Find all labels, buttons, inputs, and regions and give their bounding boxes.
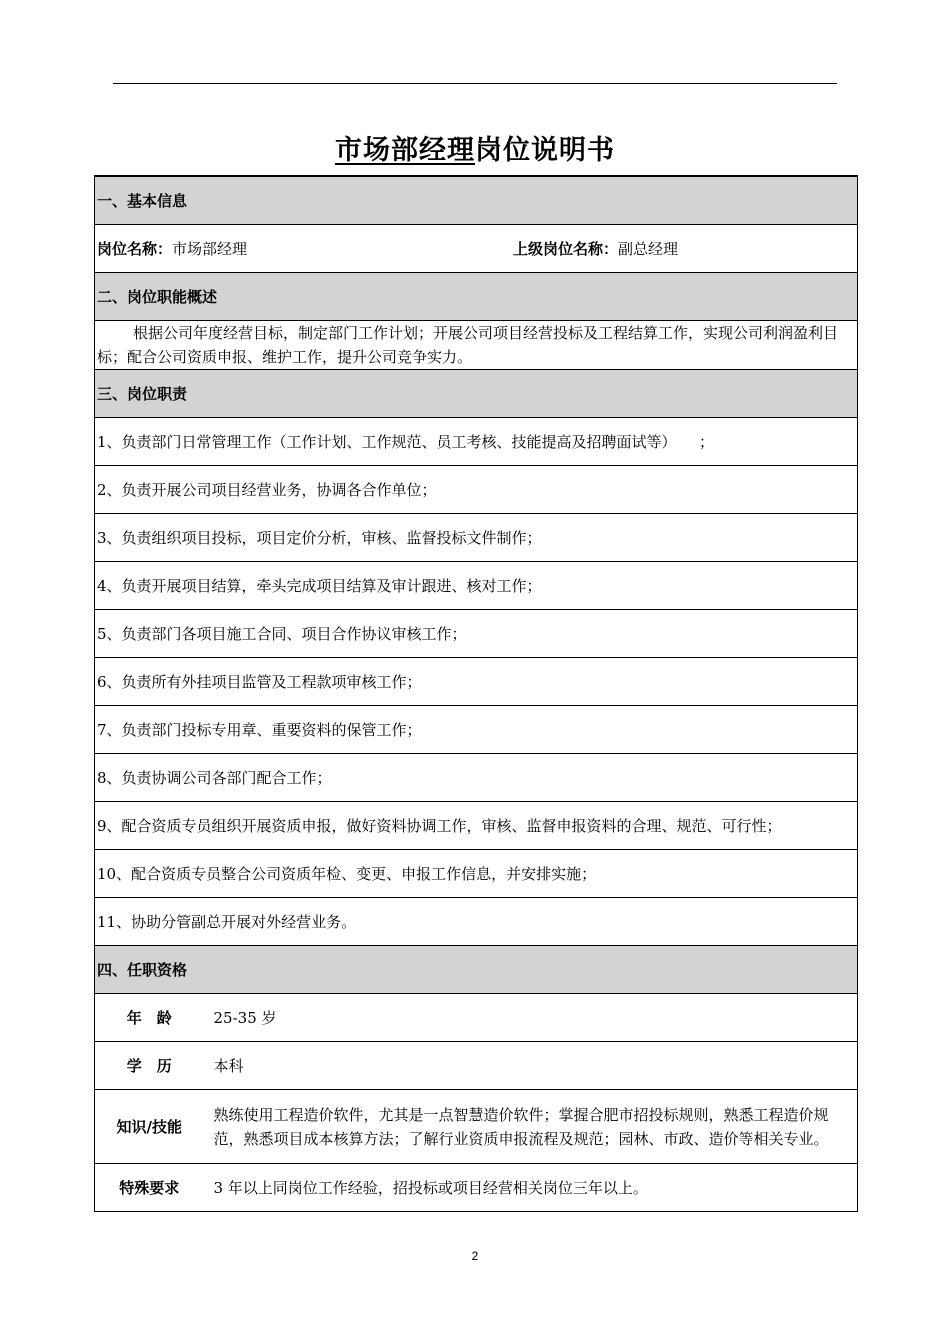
duty-item: 6、负责所有外挂项目监管及工程款项审核工作； — [95, 658, 858, 706]
superior-position-label: 上级岗位名称： — [513, 240, 619, 258]
special-requirements-value: 3 年以上同岗位工作经验，招投标或项目经营相关岗位三年以上。 — [204, 1164, 858, 1212]
section-heading: 四、任职资格 — [95, 946, 858, 994]
education-value: 本科 — [204, 1042, 858, 1090]
summary-row — [95, 321, 858, 370]
section-basic-info-header — [95, 176, 858, 225]
duty-item: 9、配合资质专员组织开展资质申报，做好资料协调工作，审核、监督申报资料的合理、规范、可行性； — [95, 802, 858, 850]
duty-row — [95, 514, 858, 562]
page-number: 2 — [471, 1249, 479, 1263]
duty-row — [95, 466, 858, 514]
section-heading: 三、岗位职责 — [95, 370, 858, 418]
duty-item: 11、协助分管副总开展对外经营业务。 — [95, 898, 858, 946]
job-description-table — [94, 175, 858, 1212]
duty-item: 7、负责部门投标专用章、重要资料的保管工作； — [95, 706, 858, 754]
duty-row — [95, 418, 858, 466]
age-label: 年 龄 — [95, 994, 204, 1042]
duty-item: 2、负责开展公司项目经营业务，协调各合作单位； — [95, 466, 858, 514]
position-name-field — [97, 238, 513, 259]
special-requirements-label: 特殊要求 — [95, 1164, 204, 1212]
duty-row — [95, 658, 858, 706]
duty-row — [95, 562, 858, 610]
position-name-value: 市场部经理 — [172, 240, 248, 258]
title-rest-part: 岗位说明书 — [475, 135, 615, 166]
qualification-row-special — [95, 1164, 858, 1212]
duty-item: 4、负责开展项目结算，牵头完成项目结算及审计跟进、核对工作； — [95, 562, 858, 610]
duty-row — [95, 706, 858, 754]
skills-value: 熟练使用工程造价软件，尤其是一点智慧造价软件；掌握合肥市招投标规则，熟悉工程造价规范，熟悉项目成本核算方法；了解行业资质申报流程及规范；园林、市政、造价等相关专业。 — [204, 1090, 858, 1164]
duty-row — [95, 898, 858, 946]
age-value: 25-35 岁 — [204, 994, 858, 1042]
skills-label: 知识/技能 — [95, 1090, 204, 1164]
qualification-row-age — [95, 994, 858, 1042]
duty-item: 5、负责部门各项目施工合同、项目合作协议审核工作； — [95, 610, 858, 658]
duty-item: 10、配合资质专员整合公司资质年检、变更、申报工作信息，并安排实施； — [95, 850, 858, 898]
superior-position-value: 副总经理 — [618, 240, 679, 258]
duty-row — [95, 850, 858, 898]
summary-text: 根据公司年度经营目标，制定部门工作计划；开展公司项目经营投标及工程结算工作，实现公司利润盈利目标；配合公司资质申报、维护工作，提升公司竞争实力。 — [97, 324, 839, 366]
duty-row — [95, 610, 858, 658]
superior-position-field — [513, 240, 678, 258]
title-underlined-part: 市场部经理 — [335, 135, 475, 166]
qualification-row-education — [95, 1042, 858, 1090]
section-qualifications-header — [95, 946, 858, 994]
duty-row — [95, 802, 858, 850]
duty-row — [95, 754, 858, 802]
section-heading: 二、岗位职能概述 — [95, 273, 858, 321]
section-heading: 一、基本信息 — [95, 176, 858, 225]
position-name-label: 岗位名称： — [97, 240, 173, 258]
duty-item: 3、负责组织项目投标，项目定价分析，审核、监督投标文件制作； — [95, 514, 858, 562]
section-duties-header — [95, 370, 858, 418]
header-rule — [113, 83, 837, 84]
basic-info-row — [95, 225, 858, 273]
duty-item: 1、负责部门日常管理工作（工作计划、工作规范、员工考核、技能提高及招聘面试等） ； — [95, 418, 858, 466]
education-label: 学 历 — [95, 1042, 204, 1090]
duty-item: 8、负责协调公司各部门配合工作； — [95, 754, 858, 802]
document-title — [0, 128, 950, 167]
section-summary-header — [95, 273, 858, 321]
qualification-row-skills — [95, 1090, 858, 1164]
